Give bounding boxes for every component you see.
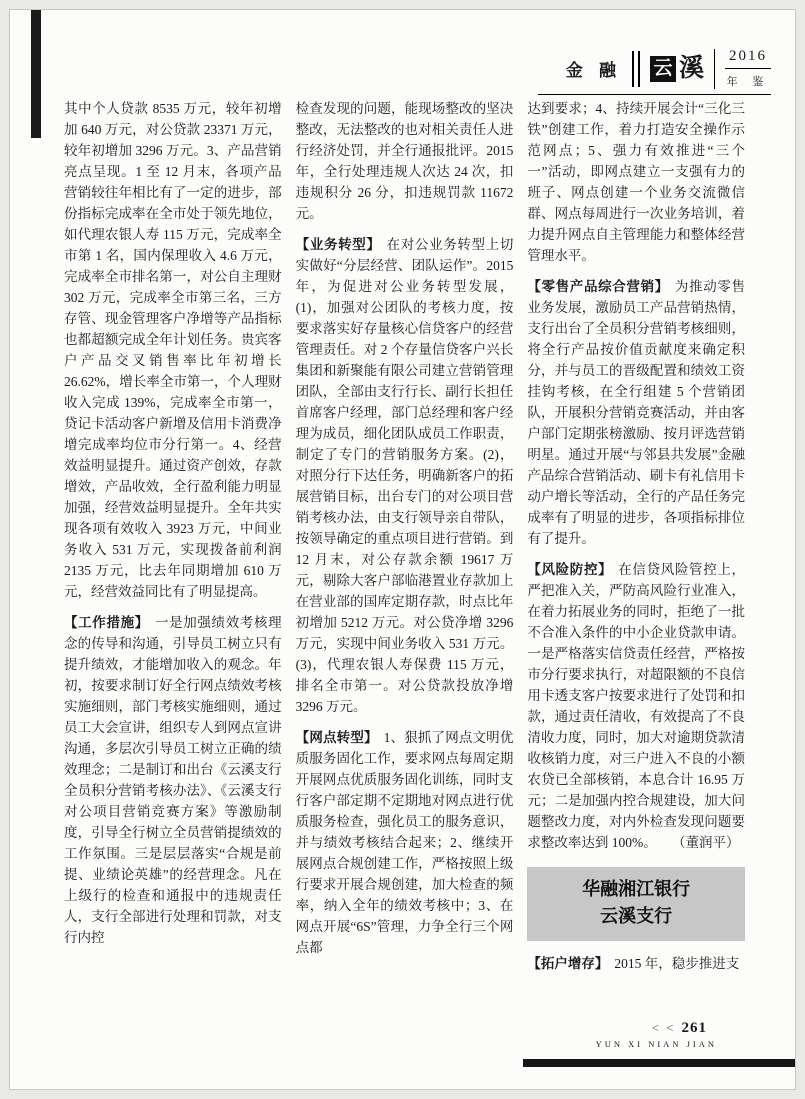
paragraph-text: 为推动零售业务发展，激励员工产品营销热情，支行出台了全员积分营销考核细则，将全行产品按价值贡献度来确定积分，并与员工的晋级配置和绩效工资挂钩考核，在全行组建 5 个营销团队，开展积分营销竞赛活动，并由客户部门定期张榜激励、按月评选营销明星。通过开展“与邻县共发展”金融产品综合营销活动、刷卡有礼信用卡动户增长等活动，全行的产品任务完成率有了明显的进步，各项指标排位有了提升。 — [527, 279, 746, 546]
page-header — [566, 48, 771, 89]
edge-index-tab — [31, 10, 41, 138]
section-heading: 【风险防控】 — [527, 562, 613, 577]
paragraph-text: 1、狠抓了网点文明优质服务固化工作，要求网点每周定期开展网点优质服务固化训练，同时支行客户部定期不定期地对网点进行优质服务检查，强化员工的服务意识，并与绩效考核结合起来；2、继续开展网点合规创建工作，严格按照上级行要求开展合规创建，加大检查的频率，纳入全年的绩效考核中；3、在网点开展“6S”管理，力争全行三个网点都 — [295, 730, 514, 955]
paragraph-text: 达到要求；4、持续开展会计“三化三铁”创建工作，着力打造安全操作示范网点；5、强力有效推进“三个一”活动，即网点建立一支强有力的班子、网点创建一个业务交流微信群、网点每周进行一次业务培训，着力提升网点自主管理能力和整体经营管理水平。 — [527, 101, 746, 263]
bank-title-line1: 华融湘江银行 — [582, 879, 691, 899]
section-heading: 【业务转型】 — [295, 237, 381, 252]
column-3 — [527, 98, 745, 1029]
paragraph-text: 检查发现的问题，能现场整改的坚决整改，无法整改的也对相关责任人进行经济处罚，并全行通报批评。2015 年，全行处理违规人次达 24 次，扣违规积分 26 分，扣违规罚款 11672 元。 — [295, 101, 514, 221]
header-rule — [538, 94, 771, 95]
article-columns — [64, 98, 745, 1029]
section-heading: 【零售产品综合营销】 — [527, 279, 669, 294]
bank-title-box — [527, 867, 745, 941]
author-byline: （董润平） — [678, 835, 740, 850]
section-heading: 【拓户增存】 — [527, 956, 609, 971]
chevron-marks: < < — [651, 1020, 676, 1035]
paragraph-text: 2015 年，稳步推进支 — [614, 956, 740, 971]
body-paragraph — [64, 612, 282, 948]
brand-logo — [650, 56, 704, 82]
body-paragraph — [527, 953, 745, 974]
paragraph-text: 在信贷风险管控上，严把准入关，严防高风险行业准入，在着力拓展业务的同时，拒绝了一批不合准入条件的中小企业贷款申请。一是严格落实信贷责任经营，严格按市分行要求执行，对超限额的不良信用卡透支客户按要求进行了处罚和扣款，通过责任清收，有效提高了不良清收力度，同时，加大对逾期贷款清收核销力度，对三户进入不良的小额农贷已全部核销，本息合计 16.95 万元；二是加强内控合规建设，加大问题整改力度，对内外检查发现问题要求整改率达到 100%。 — [527, 562, 746, 850]
yearbook-page — [9, 9, 796, 1090]
section-heading: 【网点转型】 — [295, 730, 378, 745]
double-rule-divider — [632, 51, 640, 87]
column-2 — [296, 98, 514, 1029]
footer-bar — [523, 1059, 795, 1067]
body-paragraph — [527, 98, 745, 266]
body-paragraph — [296, 234, 514, 717]
page-number — [652, 1020, 707, 1037]
body-paragraph — [296, 98, 514, 224]
paragraph-text: 在对公业务转型上切实做好“分层经营、团队运作”。2015 年，为促进对公业务转型发展，(1)，加强对公团队的考核力度，按要求落实好存量核心信贷客户的经营管理责任。对 2 个存量信贷客户兴长集团和新聚能有限公司建立营销管理团队，全部由支行行长、副行长担任首席客户经理，部门总经理和客户经理为成员，细化团队成员工作职责，制定了专门的营销服务方案。(2)，对照分行下达任务，明确新客户的拓展营销目标，出台专门的对公项目营销考核办法，由支行领导亲自带队，按领导确定的重点项目进行营销。到 12 月末，对公存款余额 19617 万元，剔除大客户部临港置业存款加上在营业部的国库定期存款，时点比年初增加 5212 万元。对公贷净增 3296 万元，实现中间业务收入 531 万元。(3)，代理农银人寿保费 115 万元，排名全市第一。对公贷款投放净增 3296 万元。 — [295, 237, 514, 714]
vertical-rule-divider — [714, 49, 715, 89]
section-heading: 【工作措施】 — [64, 615, 149, 630]
column-1 — [64, 98, 282, 1029]
page-number-value: 261 — [681, 1020, 707, 1036]
bank-title-line2: 云溪支行 — [600, 906, 673, 926]
brand-boxed-char: 云 — [650, 56, 676, 82]
edition-label: 年 鉴 — [726, 76, 770, 88]
paragraph-text: 其中个人贷款 8535 万元，较年初增加 640 万元，对公贷款 23371 万元，较年初增加 3296 万元。3、产品营销亮点呈现。1 至 12 月末，各项产品营销较往年相比有了一定的进步，部份指标完成率在全市处于领先地位，如代理农银人寿 115 万元，完成率全市第 1 名，国内保理收入 4.6 万元，完成率全市排名第一，对公自主理财 302 万元，完成率全市第三名，三方存管、现金管理客户净增等产品指标也都超额完成全年计划任务。贵宾客户产品交叉销售率比年初增长 26.62%，增长率全市第一，个人理财收入完成 139%，完成率全市第一，贷记卡活动客户新增及信用卡消费净增完成率均位市分行第一。4、经营效益明显提升。通过资产创效，存款增效，产品收效，全行盈利能力明显加强，经营效益明显提升。全年共实现各项有效收入 3923 万元，中间业务收入 531 万元，实现拨备前利润 2135 万元，比去年同期增加 610 万元，经营效益同比有了明显提高。 — [64, 101, 282, 599]
romanized-title: YUN XI NIAN JIAN — [595, 1039, 717, 1049]
body-paragraph — [527, 276, 745, 549]
paragraph-text: 一是加强绩效考核理念的传导和沟通，引导员工树立只有提升绩效，才能增加收入的观念。年初，按要求制订好全行网点绩效考核实施细则，部门考核实施细则，通过员工大会宣讲，组织专人到网点宣讲沟通，多层次引导员工树立正确的绩效理念；二是制订和出台《云溪支行全员积分营销考核办法》、《云溪支行对公项目营销竞赛方案》等激励制度，引导全行树立全员营销提绩效的工作氛围。三是层层落实“合规是前提、业绩论英雄”的经营理念。凡在上级行的检查和通报中的违规责任人，支行全部进行处理和罚款，对支行内控 — [64, 615, 282, 945]
edition-year: 2016 — [725, 48, 771, 69]
body-paragraph — [296, 727, 514, 958]
body-paragraph — [527, 559, 745, 853]
section-title: 金 融 — [565, 61, 622, 80]
body-paragraph — [64, 98, 282, 602]
edition-block — [725, 48, 771, 89]
brand-char: 溪 — [678, 54, 704, 82]
